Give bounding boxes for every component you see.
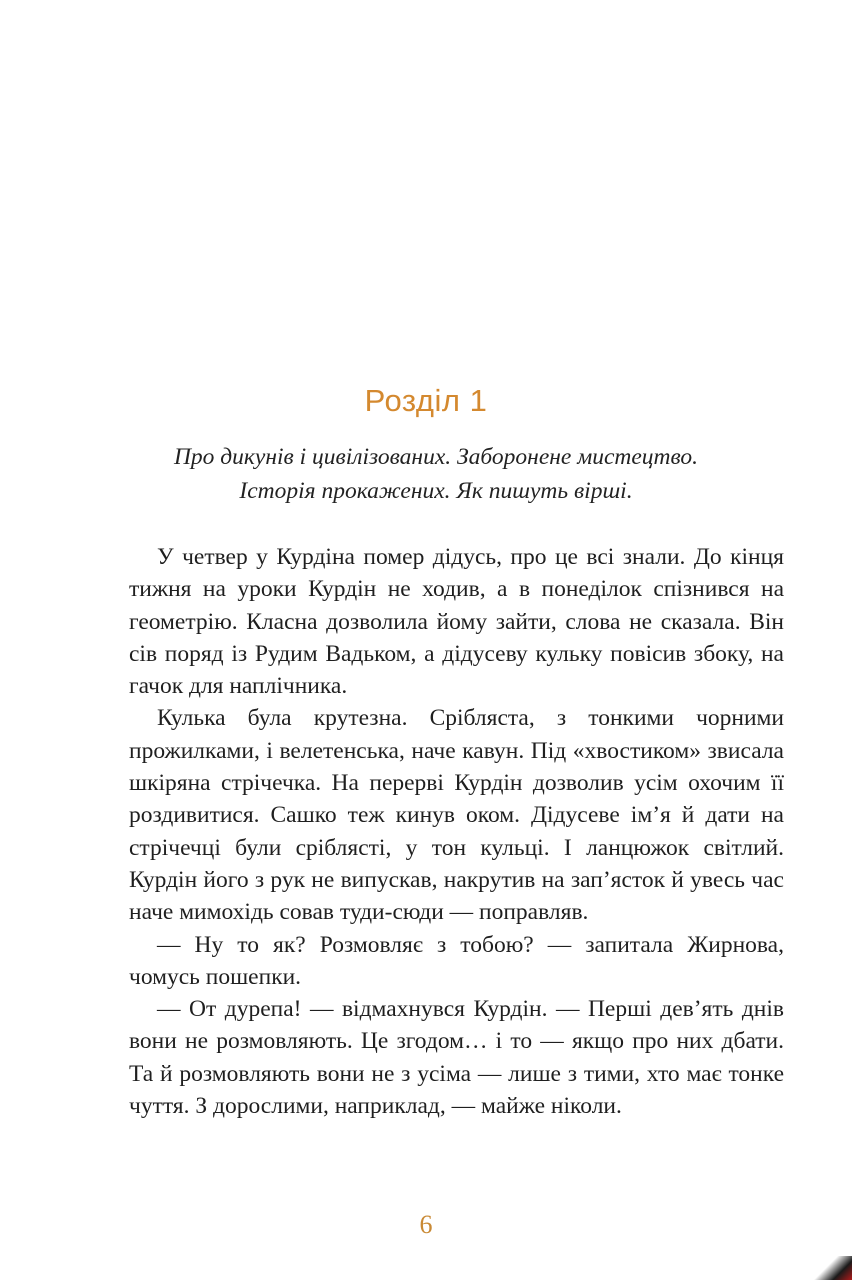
page-edge-shadow: [812, 1256, 852, 1280]
page-number: 6: [419, 1210, 433, 1239]
chapter-epigraph: [120, 440, 752, 508]
paragraph: — Ну то як? Розмовляє з тобою? — запитала Жирнова, чомусь пошепки.: [129, 931, 784, 990]
epigraph-line: Історія прокажених. Як пишуть вірші.: [239, 478, 633, 504]
chapter-body: [129, 541, 784, 1122]
epigraph-line: Про дикунів і цивілізованих. Заборонене мистецтво.: [173, 444, 699, 470]
paragraph: У четвер у Курдіна помер дідусь, про це всі знали. До кінця тижня на уроки Курдін не ходив, а в понеділок спізнився на геометрію. Класна дозволила йому зайти, слова не сказала. Він сів поряд із Рудим Вадьком, а дідусеву кульку повісив збоку, на гачок для наплічника.: [129, 544, 784, 700]
paragraph: — От дурепа! — відмахнувся Курдін. — Перші дев’ять днів вони не розмовляють. Це згодом… і то — якщо про них дбати. Та й розмовляють вони не з усіма — лише з тими, хто має тонке чуття. З дорослими, наприклад, — майже ніколи.: [129, 996, 784, 1120]
paragraph: Кулька була крутезна. Срібляста, з тонкими чорними прожилками, і велетенська, наче кавун. Під «хвостиком» звисала шкіряна стрічечка. На перерві Курдін дозволив усім охочим її роздивитися. Сашко теж кинув оком. Дідусеве ім’я й дати на стрічечці були сріблясті, у тон кульці. І ланцюжок світлий. Курдін його з рук не випускав, накрутив на зап’ясток й увесь час наче мимохідь совав туди-сюди — поправляв.: [129, 705, 784, 926]
chapter-title: Розділ 1: [364, 383, 488, 418]
